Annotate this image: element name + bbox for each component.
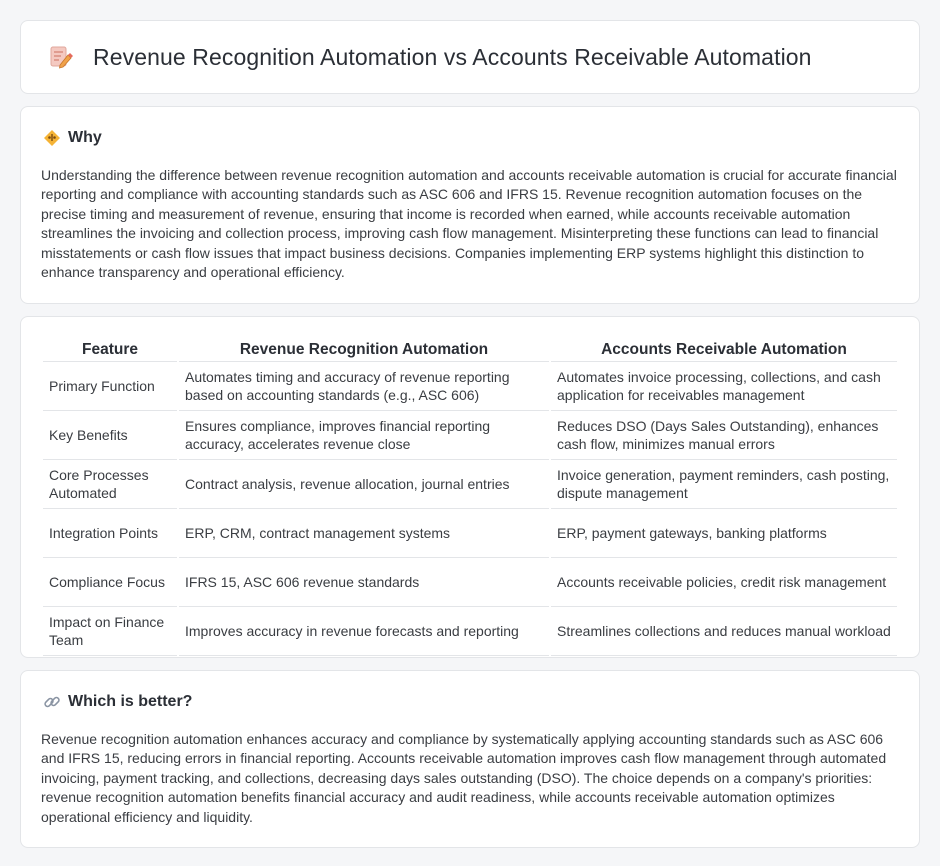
revenue-cell: Improves accuracy in revenue forecasts and reporting [179,607,549,656]
table-row [43,558,897,607]
feature-cell: Compliance Focus [43,558,177,607]
receivable-cell: Invoice generation, payment reminders, cash posting, dispute management [551,460,897,509]
feature-cell: Integration Points [43,509,177,558]
revenue-cell: Contract analysis, revenue allocation, journal entries [179,460,549,509]
receivable-cell: Automates invoice processing, collections, and cash application for receivables management [551,362,897,411]
better-heading-text: Which is better? [68,693,193,710]
feature-cell: Primary Function [43,362,177,411]
better-paragraph: Revenue recognition automation enhances accuracy and compliance by systematically applying accounting standards such as ASC 606 and IFRS 15, reducing errors in financial reporting. Accounts receivable automation improves cash flow management through automated invoicing, payment tracking, and collections, decreasing days sales outstanding (DSO). The choice depends on a company's priorities: revenue recognition automation benefits financial accuracy and audit readiness, while accounts receivable automation optimizes operational efficiency and liquidity. [41,731,887,825]
table-row [43,411,897,460]
why-section [20,106,920,304]
feature-cell: Key Benefits [43,411,177,460]
link-icon [43,693,61,711]
receivable-cell: ERP, payment gateways, banking platforms [551,509,897,558]
better-heading [41,693,899,711]
feature-cell: Core Processes Automated [43,460,177,509]
feature-cell: Impact on Finance Team [43,607,177,656]
receivable-cell: Reduces DSO (Days Sales Outstanding), enhances cash flow, minimizes manual errors [551,411,897,460]
comparison-table [41,335,899,656]
why-heading [41,129,899,147]
table-row [43,509,897,558]
table-header-row [43,335,897,362]
header-feature: Feature [43,335,177,362]
document-edit-icon [47,44,73,70]
revenue-cell: Automates timing and accuracy of revenue reporting based on accounting standards (e.g., ASC 606) [179,362,549,411]
header-revenue-recognition: Revenue Recognition Automation [179,335,549,362]
lightbulb-icon [43,129,61,147]
table-row [43,362,897,411]
page-title: Revenue Recognition Automation vs Accounts Receivable Automation [93,43,812,70]
why-heading-text: Why [68,129,102,146]
table-row [43,607,897,656]
header-accounts-receivable: Accounts Receivable Automation [551,335,897,362]
comparison-table-card [20,316,920,658]
why-paragraph: Understanding the difference between revenue recognition automation and accounts receivable automation is crucial for accurate financial reporting and compliance with accounting standards such as ASC 606 and IFRS 15. Revenue recognition automation focuses on the precise timing and measurement of revenue, ensuring that income is recorded when earned, while accounts receivable automation streamlines the invoicing and collection process, improving cash flow management. Misinterpreting these functions can lead to financial misstatements or cash flow issues that impact business decisions. Companies implementing ERP systems highlight this distinction to enhance transparency and operational efficiency. [41,167,897,281]
revenue-cell: Ensures compliance, improves financial reporting accuracy, accelerates revenue close [179,411,549,460]
receivable-cell: Streamlines collections and reduces manual workload [551,607,897,656]
revenue-cell: IFRS 15, ASC 606 revenue standards [179,558,549,607]
which-is-better-section [20,670,920,848]
table-row [43,460,897,509]
title-card [20,20,920,94]
revenue-cell: ERP, CRM, contract management systems [179,509,549,558]
receivable-cell: Accounts receivable policies, credit risk management [551,558,897,607]
